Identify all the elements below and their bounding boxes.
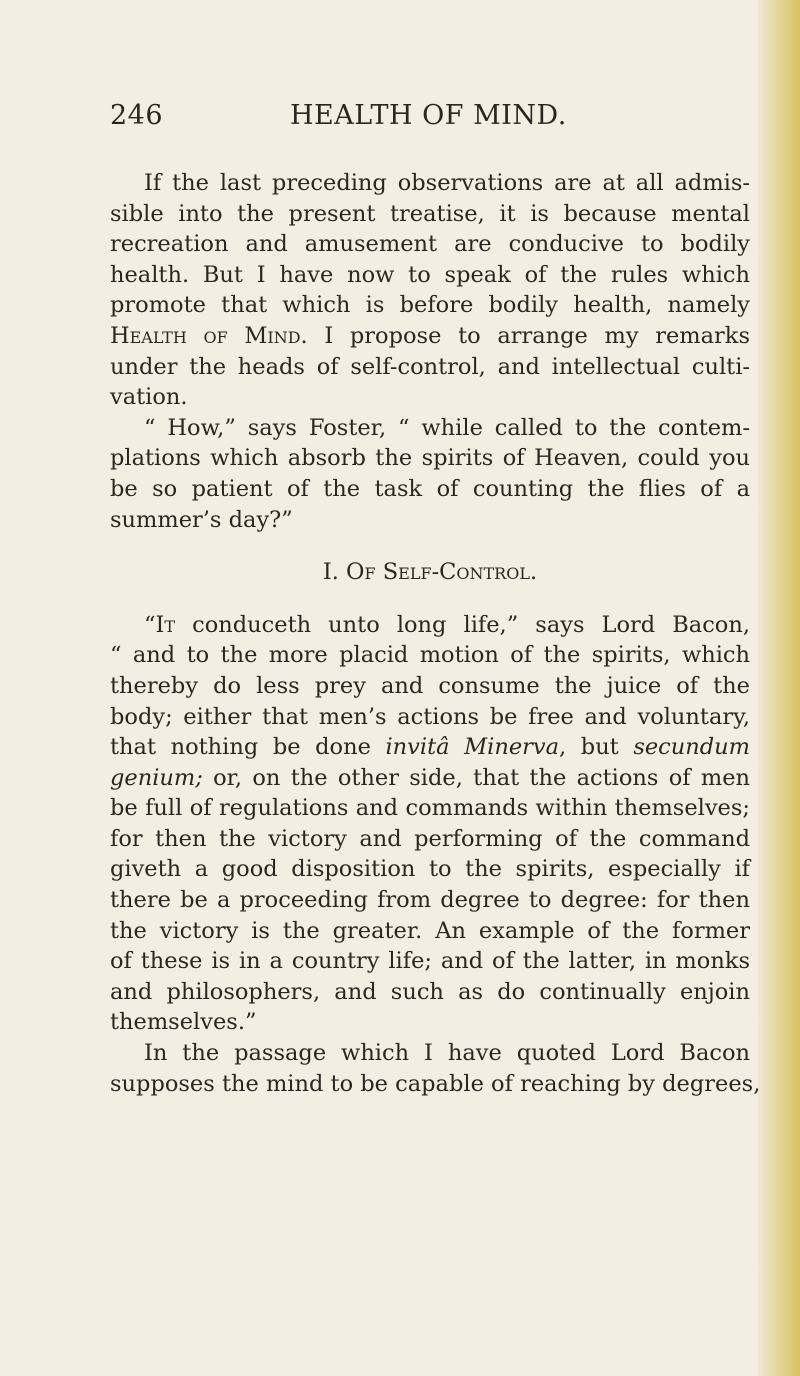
text-line: health. But I have now to speak of the rules which	[110, 261, 750, 288]
page-header	[110, 100, 760, 144]
text-line: In the passage which I have quoted Lord Bacon	[144, 1040, 750, 1067]
text-line: If the last preceding observations are at all admis-	[144, 170, 750, 196]
text-line: promote that which is before bodily health, namely	[110, 292, 750, 319]
text-line: body; either that men’s actions be free and voluntary,	[110, 703, 750, 730]
paragraph-1	[110, 168, 750, 413]
text-line: of these is in a country life; and of the latter, in monks	[110, 948, 750, 975]
latin-phrase: genium;	[110, 764, 203, 791]
text-line: summer’s day?”	[110, 506, 293, 533]
small-caps-term: It	[155, 611, 176, 638]
text-line: for then the victory and performing of the command	[110, 825, 750, 852]
text-line	[110, 321, 750, 352]
text-line: be full of regulations and commands within themselves;	[110, 795, 750, 822]
text-line: and philosophers, and such as do continually enjoin	[110, 978, 750, 1005]
text-line: giveth a good disposition to the spirits, especially if	[110, 856, 750, 883]
small-caps-term: Health of Mind	[110, 322, 301, 349]
text-line: vation.	[110, 384, 188, 411]
text-span: that nothing be done	[110, 734, 386, 761]
paragraph-2	[110, 413, 750, 535]
text-line	[110, 610, 750, 641]
text-line: supposes the mind to be capable of reaching by degrees,	[110, 1070, 761, 1097]
text-line: thereby do less prey and consume the juice of the	[110, 672, 750, 699]
running-title: HEALTH OF MIND.	[290, 100, 567, 131]
text-line: under the heads of self-control, and intellectual culti-	[110, 353, 750, 380]
text-line: be so patient of the task of counting the flies of a	[110, 475, 750, 502]
text-line: sible into the present treatise, it is because mental	[110, 200, 750, 227]
section-heading: I. Of Self-Control.	[322, 559, 538, 586]
page-number: 246	[110, 100, 164, 131]
text-line	[110, 732, 750, 763]
text-span: . I propose to arrange my remarks	[300, 322, 750, 349]
text-span: , but	[559, 734, 634, 761]
text-line	[110, 763, 750, 794]
text-span: conduceth unto long life,” says Lord Bacon,	[175, 611, 750, 638]
text-line: “ How,” says Foster, “ while called to the contem-	[144, 414, 750, 441]
latin-phrase: invitâ Minerva	[385, 734, 560, 761]
text-span: “	[144, 611, 156, 638]
latin-phrase: secundum	[633, 734, 750, 761]
text-line: there be a proceeding from degree to degree: for then	[110, 887, 750, 914]
page-body	[110, 168, 761, 1099]
text-span: or, on the other side, that the actions of men	[202, 764, 750, 791]
text-line: “ and to the more placid motion of the spirits, which	[110, 642, 750, 669]
paragraph-3	[110, 610, 750, 1038]
text-line: themselves.”	[110, 1009, 257, 1036]
text-line: the victory is the greater. An example of the former	[110, 917, 750, 944]
text-line: plations which absorb the spirits of Heaven, could you	[110, 445, 750, 472]
paragraph-4	[110, 1038, 761, 1099]
text-line: recreation and amusement are conducive to bodily	[110, 231, 750, 258]
